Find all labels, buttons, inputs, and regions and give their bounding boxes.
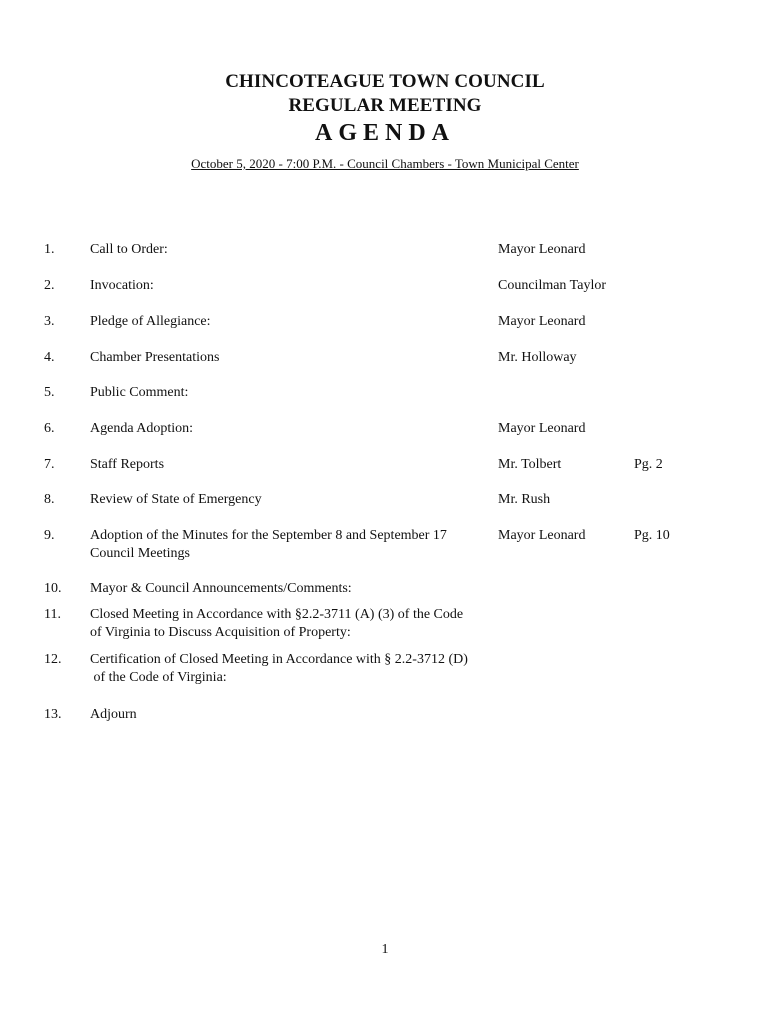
item-number: 1. <box>44 242 55 257</box>
item-presenter: Mr. Rush <box>498 492 551 507</box>
item-number: 9. <box>44 528 55 543</box>
item-number: 10. <box>44 581 62 596</box>
item-number: 6. <box>44 421 55 436</box>
item-page-reference: Pg. 2 <box>634 457 663 472</box>
item-number: 4. <box>44 350 55 365</box>
item-presenter: Mayor Leonard <box>498 528 586 543</box>
item-number: 2. <box>44 278 55 293</box>
item-number: 11. <box>44 607 61 622</box>
item-presenter: Mayor Leonard <box>498 421 586 436</box>
item-presenter: Councilman Taylor <box>498 278 607 293</box>
item-text: Staff Reports <box>90 457 165 472</box>
item-text: Mayor & Council Announcements/Comments: <box>90 581 352 596</box>
council-name: CHINCOTEAGUE TOWN COUNCIL <box>225 71 545 92</box>
item-presenter: Mayor Leonard <box>498 314 586 329</box>
meeting-type: REGULAR MEETING <box>288 95 482 116</box>
item-text-line-2: of Virginia to Discuss Acquisition of Property: <box>90 625 351 640</box>
meeting-details <box>0 156 770 172</box>
item-number: 12. <box>44 652 62 667</box>
title-block <box>0 70 770 148</box>
agenda-heading: AGENDA <box>314 120 455 146</box>
item-text: Pledge of Allegiance: <box>90 314 211 329</box>
item-number: 8. <box>44 492 55 507</box>
item-text: Review of State of Emergency <box>90 492 262 507</box>
item-text: Public Comment: <box>90 385 189 400</box>
page-number: 1 <box>381 942 389 957</box>
item-text-line-2: Council Meetings <box>90 546 190 561</box>
item-number: 7. <box>44 457 55 472</box>
item-number: 13. <box>44 707 62 722</box>
item-text-line-2: of the Code of Virginia: <box>90 670 227 685</box>
item-text: Invocation: <box>90 278 154 293</box>
item-text: Chamber Presentations <box>90 350 220 365</box>
item-page-reference: Pg. 10 <box>634 528 670 543</box>
item-text: Adjourn <box>90 707 137 722</box>
item-number: 3. <box>44 314 55 329</box>
item-text-line-1: Closed Meeting in Accordance with §2.2-3711 (A) (3) of the Code <box>90 607 464 622</box>
item-presenter: Mr. Holloway <box>498 350 577 365</box>
item-text: Call to Order: <box>90 242 168 257</box>
item-presenter: Mr. Tolbert <box>498 457 562 472</box>
meeting-details-text: October 5, 2020 - 7:00 P.M. - Council Chambers - Town Municipal Center <box>191 156 579 171</box>
item-text-line-1: Adoption of the Minutes for the September 8 and September 17 <box>90 528 447 543</box>
item-number: 5. <box>44 385 55 400</box>
item-text: Agenda Adoption: <box>90 421 194 436</box>
item-presenter: Mayor Leonard <box>498 242 586 257</box>
item-text-line-1: Certification of Closed Meeting in Accordance with § 2.2-3712 (D) <box>90 652 468 667</box>
